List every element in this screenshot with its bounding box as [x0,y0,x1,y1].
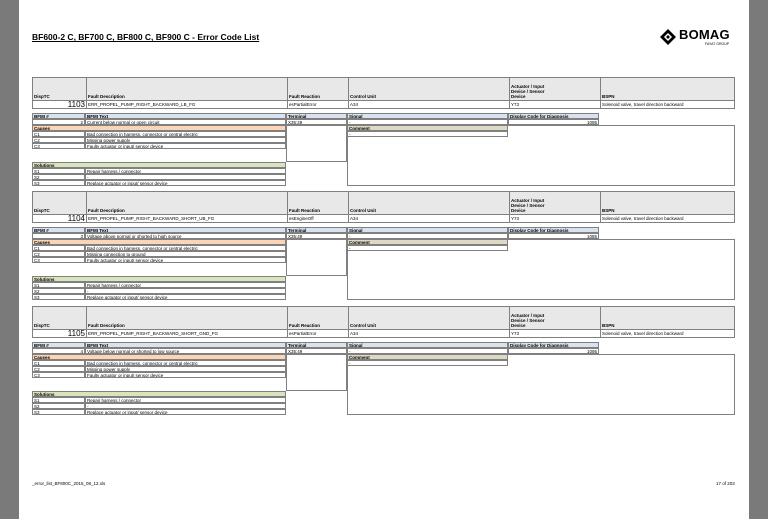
header-label: Fault Description [88,208,125,213]
bfmi-text-header-label: BFMI Text [85,113,286,119]
solution-text: Repair harness / connector [85,168,286,174]
terminal-value: X35:49 [286,233,347,239]
bfmi-text: Current below normal or open circuit [85,119,286,125]
header-label: BSPN [602,323,615,328]
header-cell-fault-description [86,78,287,100]
value-cell-reaction: esEngineOff [287,215,348,222]
solution-text: Replace actuator or input/ sensor device [85,180,286,186]
solutions-header-label: Solutions [32,391,286,397]
header-label: Fault Reaction [289,208,321,213]
solution-text: Replace actuator or input/ sensor device [85,294,286,300]
terminal-header-label: Terminal [286,342,347,348]
signal-header-label: Signal [347,342,508,348]
value-cell-unit: A34 [348,330,509,337]
value-cell-unit: A34 [348,215,509,222]
header-cell-disptc [33,307,86,329]
signal-value: - [347,233,508,239]
causes-header-label: Causes [32,239,286,245]
display-code-header-label: Display Code for Diagnosis [508,227,599,233]
comment-header-label: Comment [347,239,508,245]
cause-text: Missing connection to ground [85,251,286,257]
terminal-column-frame [286,125,347,162]
block-header-row [32,77,735,101]
value-cell-actuator: Y73 [509,330,600,337]
header-label: DispTC [34,208,50,213]
cause-id: C2 [32,137,85,143]
cause-text: Bad connection in harness, connector or central electric [85,131,286,137]
cause-text: Bad connection in harness, connector or central electric [85,245,286,251]
header-cell-fault-reaction [287,78,348,100]
cause-id: C2 [32,251,85,257]
solution-id: S1 [32,168,85,174]
document-page [19,0,749,519]
bfmi-text: Voltage below normal or shorted to low source [85,348,286,354]
brand-logo [660,27,734,49]
causes-header-label: Causes [32,354,286,360]
value-cell-reaction: esPartialError [287,101,348,108]
header-label: BSPN [602,94,615,99]
terminal-column-frame [286,354,347,391]
error-block [32,306,735,414]
display-code-value: 1095 [508,119,599,125]
cause-id: C3 [32,143,85,149]
block-header-row [32,191,735,215]
value-cell-bspn: Solenoid valve, travel direction backward [600,330,736,337]
bfmi-header-label: BFMI # [32,113,85,119]
cause-id: C1 [32,131,85,137]
bfmi-number: 4 [32,348,85,354]
value-cell-unit: A34 [348,101,509,108]
bfmi-number: 3 [32,233,85,239]
block-values-row [32,215,735,223]
solution-id: S3 [32,294,85,300]
solution-text: Repair harness / connector [85,282,286,288]
header-cell-fault-description [86,307,287,329]
bfmi-text-header-label: BFMI Text [85,227,286,233]
value-cell-description: ERR_PROPEL_PUMP_RIGHT_BACKWARD_SHORT_UB_FG [86,215,287,222]
comment-header-label: Comment [347,125,508,131]
cause-id: C2 [32,366,85,372]
bfmi-text-header-label: BFMI Text [85,342,286,348]
footer-page-number: 17 of 203 [716,481,735,486]
value-cell-bspn: Solenoid valve, travel direction backward [600,215,736,222]
cause-id: C3 [32,372,85,378]
solutions-header-label: Solutions [32,276,286,282]
signal-value: - [347,348,508,354]
value-cell-reaction: esPartialError [287,330,348,337]
header-label: Actuator / Input Device / Sensor Device [511,198,545,213]
solution-id: S1 [32,282,85,288]
solution-id: S3 [32,409,85,415]
header-label: Actuator / Input Device / Sensor Device [511,313,545,328]
solution-text: Repair harness / connector [85,397,286,403]
footer-filename: _error_list_BF800C_2015_08_12.xls [32,481,106,486]
bomag-logo-icon [660,29,676,45]
cause-id: C1 [32,245,85,251]
value-cell-code: 1103 [67,101,85,108]
error-block [32,77,735,185]
solution-id: S2 [32,174,85,180]
causes-header-label: Causes [32,125,286,131]
value-cell-bspn: Solenoid valve, travel direction backward [600,101,736,108]
logo-subtitle: FAYAT GROUP [705,42,730,46]
page-title: BF600-2 C, BF700 C, BF800 C, BF900 C - Error Code List [32,32,260,42]
terminal-column-frame [286,239,347,276]
cause-text: Faulty actuator or input/ sensor device [85,257,286,263]
solution-text: - [85,288,286,294]
signal-header-label: Signal [347,227,508,233]
solution-id: S1 [32,397,85,403]
header-label: Control Unit [350,323,376,328]
header-label: Fault Reaction [289,323,321,328]
header-cell-control-unit [348,78,509,100]
header-cell-bspn [600,192,736,214]
display-code-header-label: Display Code for Diagnosis [508,342,599,348]
block-header-row [32,306,735,330]
terminal-header-label: Terminal [286,227,347,233]
display-code-header-label: Display Code for Diagnosis [508,113,599,119]
bfmi-number: 2 [32,119,85,125]
display-code-value: 1095 [508,348,599,354]
display-code-value: 1085 [508,233,599,239]
bfmi-text: Voltage above normal or shorted to high source [85,233,286,239]
terminal-header-label: Terminal [286,113,347,119]
solution-text: - [85,174,286,180]
solutions-header-label: Solutions [32,162,286,168]
value-cell-description: ERR_PROPEL_PUMP_RIGHT_BACKWARD_SHORT_GND_FG [86,330,287,337]
solution-text: - [85,403,286,409]
value-cell-actuator: Y73 [509,215,600,222]
cause-text: Missing power supply [85,137,286,143]
error-block [32,191,735,299]
logo-wordmark: BOMAG [679,27,730,42]
bfmi-header-label: BFMI # [32,227,85,233]
cause-id: C1 [32,360,85,366]
header-label: Fault Description [88,323,125,328]
header-cell-actuator [509,78,600,100]
comment-value: - [347,245,508,251]
cause-text: Faulty actuator or input/ sensor device [85,372,286,378]
solution-text: Replace actuator or input/ sensor device [85,409,286,415]
header-label: DispTC [34,323,50,328]
cause-text: Missing power supply [85,366,286,372]
comment-header-label: Comment [347,354,508,360]
header-cell-fault-description [86,192,287,214]
header-label: Fault Description [88,94,125,99]
header-cell-disptc [33,192,86,214]
signal-value: - [347,119,508,125]
signal-header-label: Signal [347,113,508,119]
header-label: Actuator / Input Device / Sensor Device [511,84,545,99]
value-cell-code: 1104 [67,215,85,222]
header-cell-fault-reaction [287,307,348,329]
header-cell-actuator [509,307,600,329]
solution-id: S2 [32,288,85,294]
header-cell-bspn [600,307,736,329]
header-cell-control-unit [348,307,509,329]
header-label: Control Unit [350,94,376,99]
solution-id: S3 [32,180,85,186]
header-cell-fault-reaction [287,192,348,214]
header-cell-disptc [33,78,86,100]
terminal-value: X35:49 [286,119,347,125]
value-cell-actuator: Y73 [509,101,600,108]
comment-value: - [347,131,508,137]
value-cell-description: ERR_PROPEL_PUMP_RIGHT_BACKWARD_LB_FG [86,101,287,108]
block-values-row [32,330,735,338]
comment-value: - [347,360,508,366]
solution-id: S2 [32,403,85,409]
cause-text: Bad connection in harness, connector or central electric [85,360,286,366]
header-label: Control Unit [350,208,376,213]
header-cell-bspn [600,78,736,100]
header-label: BSPN [602,208,615,213]
value-cell-code: 1105 [67,330,85,337]
cause-text: Faulty actuator or input/ sensor device [85,143,286,149]
terminal-value: X35:49 [286,348,347,354]
header-label: Fault Reaction [289,94,321,99]
block-values-row [32,101,735,109]
header-cell-actuator [509,192,600,214]
bfmi-header-label: BFMI # [32,342,85,348]
header-cell-control-unit [348,192,509,214]
cause-id: C3 [32,257,85,263]
header-label: DispTC [34,94,50,99]
